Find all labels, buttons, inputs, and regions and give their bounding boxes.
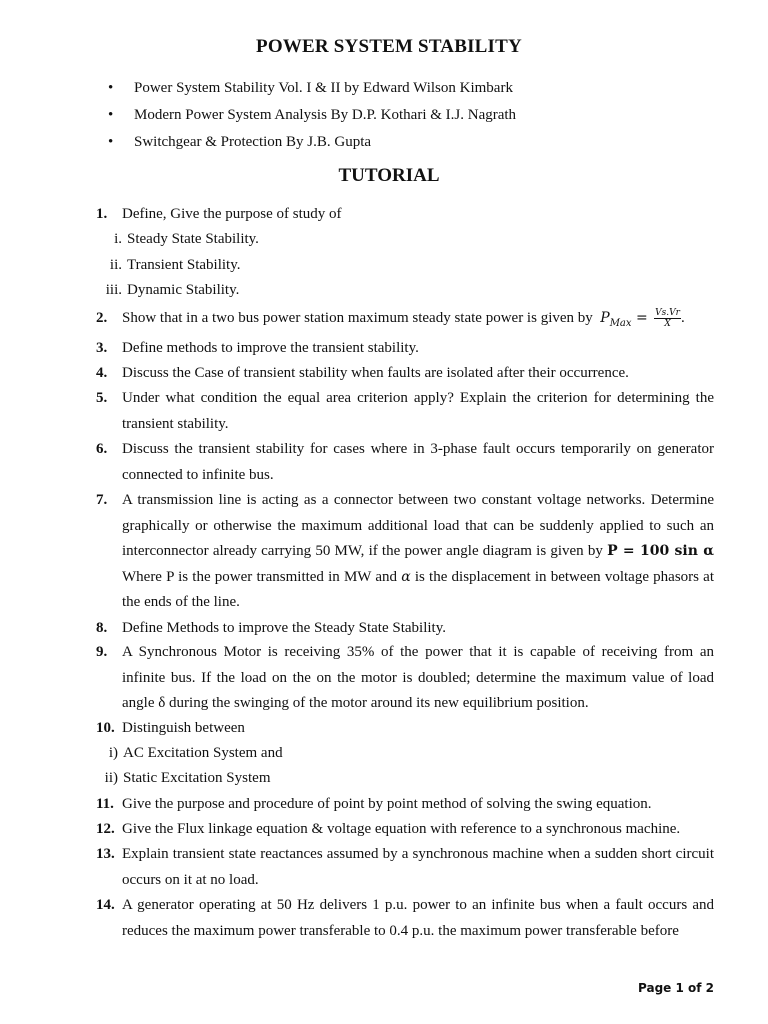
question-text-part: A transmission line is acting as a connector between two constant voltage networks. Determine graphically or otherwise the maximum additional load that can be suddenly applied to such an interconnector already carrying 50 MW, if the power angle diagram is given by <box>122 492 714 559</box>
question-3 <box>96 336 714 362</box>
formula-end: . <box>680 310 685 326</box>
question-6 <box>96 437 714 488</box>
tutorial-heading: TUTORIAL <box>338 165 440 186</box>
fraction-numerator: Vs.Vr <box>655 308 680 319</box>
question-number: 2. <box>96 310 108 326</box>
question-number: 8. <box>96 620 108 636</box>
reference-list <box>108 78 516 159</box>
question-number: 4. <box>96 365 108 381</box>
question-7 <box>96 488 714 616</box>
question-10-item-ii <box>96 768 270 788</box>
question-text: Discuss the Case of transient stability when faults are isolated after their occurrence. <box>122 365 629 381</box>
question-12 <box>96 817 714 843</box>
question-text: Discuss the transient stability for cases where in 3-phase fault occurs temporarily on generator connected to infinite bus. <box>122 441 714 483</box>
item-marker: ii) <box>104 770 118 786</box>
formula-fraction <box>654 308 681 329</box>
question-text: Define, Give the purpose of study of <box>122 206 342 222</box>
formula-power-angle: P = 100 sin α <box>607 543 714 559</box>
question-9 <box>96 640 714 717</box>
question-10 <box>96 716 714 742</box>
reference-item: • Switchgear & Protection By J.B. Gupta <box>108 132 516 159</box>
question-text-part: is the displacement in between voltage phasors at the ends of the line. <box>122 568 714 610</box>
question-number: 3. <box>96 340 108 356</box>
question-number: 10. <box>96 720 115 736</box>
reference-item: • Modern Power System Analysis By D.P. Kothari & I.J. Nagrath <box>108 105 516 132</box>
question-number: 1. <box>96 206 108 222</box>
question-text: Explain transient state reactances assumed by a synchronous machine when a sudden short circuit occurs on it at no load. <box>122 846 714 888</box>
question-number: 7. <box>96 492 108 508</box>
question-text: Define Methods to improve the Steady State Stability. <box>122 620 446 636</box>
formula-alpha: α <box>401 568 411 585</box>
question-1-item-i <box>100 229 259 249</box>
question-1 <box>96 202 714 228</box>
question-14 <box>96 893 714 944</box>
question-13 <box>96 842 714 893</box>
question-10-item-i <box>96 743 283 763</box>
question-number: 6. <box>96 441 108 457</box>
question-number: 9. <box>96 644 108 660</box>
question-text: Give the Flux linkage equation & voltage equation with reference to a synchronous machine. <box>122 821 681 837</box>
fraction-denominator: X <box>664 319 671 330</box>
question-4 <box>96 361 714 387</box>
question-8 <box>96 616 714 642</box>
question-number: 14. <box>96 897 115 913</box>
question-2 <box>96 306 714 337</box>
question-text: Distinguish between <box>122 720 245 736</box>
page-number: Page 1 of 2 <box>638 981 714 995</box>
item-text: Transient Stability. <box>127 257 241 273</box>
document-title: POWER SYSTEM STABILITY <box>256 36 522 57</box>
item-text: Dynamic Stability. <box>127 282 240 298</box>
question-11 <box>96 792 714 818</box>
question-number: 5. <box>96 390 108 406</box>
item-text: Static Excitation System <box>123 770 271 786</box>
item-text: AC Excitation System and <box>123 745 283 761</box>
item-marker: iii. <box>105 282 122 298</box>
formula-p: P <box>600 310 610 326</box>
question-text-part: Where P is the power transmitted in MW and <box>122 568 402 585</box>
question-text: Define methods to improve the transient stability. <box>122 340 419 356</box>
reference-item: • Power System Stability Vol. I & II by Edward Wilson Kimbark <box>108 78 516 105</box>
question-text: A Synchronous Motor is receiving 35% of the power that it is capable of receiving from an infinite bus. If the load on the on the motor is doubled; determine the maximum value of load angle δ during the swinging of the motor around its new equilibrium position. <box>122 644 714 711</box>
formula-sub: Max <box>609 318 632 329</box>
question-text: A generator operating at 50 Hz delivers 1 p.u. power to an infinite bus when a fault occurs and reduces the maximum power transferable to 0.4 p.u. the maximum power transferable before <box>122 897 714 939</box>
question-5 <box>96 386 714 437</box>
question-text-part: Show that in a two bus power station maximum steady state power is given by <box>122 310 593 326</box>
question-text <box>122 306 714 337</box>
item-marker: i. <box>114 231 122 247</box>
question-1-item-ii <box>100 255 240 275</box>
question-number: 11. <box>96 796 114 812</box>
item-text: Steady State Stability. <box>127 231 259 247</box>
formula-eq: = <box>631 310 653 326</box>
question-number: 13. <box>96 846 115 862</box>
item-marker: ii. <box>109 257 122 273</box>
question-text: Under what condition the equal area criterion apply? Explain the criterion for determining the transient stability. <box>122 390 714 432</box>
question-text <box>122 488 714 616</box>
question-number: 12. <box>96 821 115 837</box>
question-1-item-iii <box>100 280 239 300</box>
question-text: Give the purpose and procedure of point by point method of solving the swing equation. <box>122 796 652 812</box>
item-marker: i) <box>108 745 118 761</box>
